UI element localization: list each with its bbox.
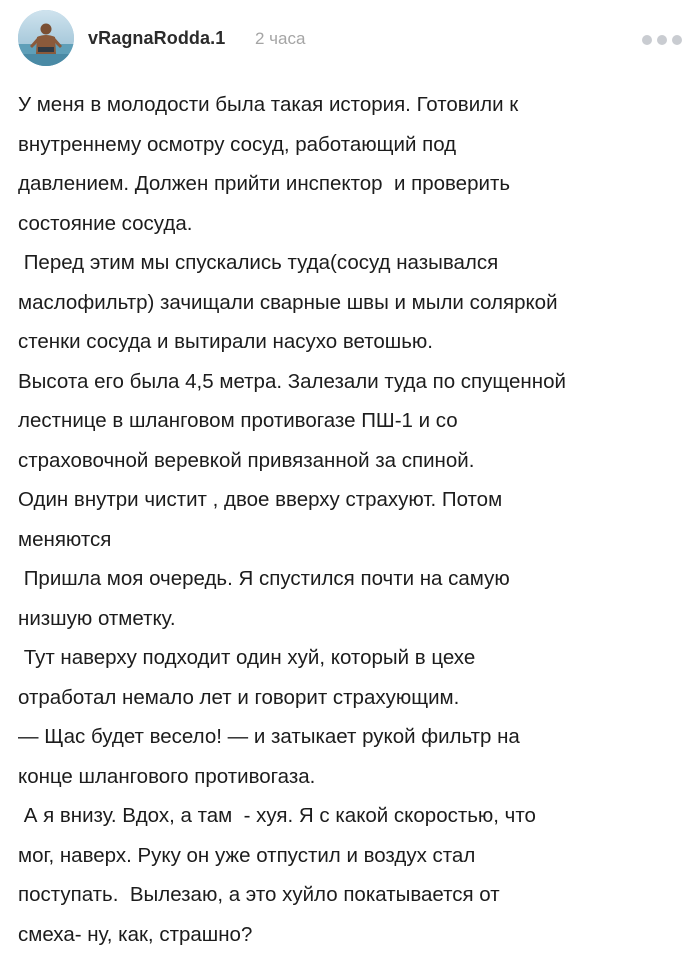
post-text-line: А я внизу. Вдох, а там - хуя. Я с какой скоростью, что — [18, 804, 536, 827]
post-text-line: — Щас будет весело! — и затыкает рукой фильтр на — [18, 725, 520, 748]
post-text-line: У меня в молодости была такая история. Готовили к — [18, 93, 519, 116]
post-text-line: Тут наверху подходит один хуй, который в цехе — [18, 646, 476, 669]
post-text-line: лестнице в шланговом противогазе ПШ-1 и со — [18, 409, 458, 432]
post-body — [18, 85, 688, 954]
more-dot — [672, 35, 682, 45]
author-username[interactable]: vRagnaRodda.1 — [88, 28, 226, 48]
post-header — [18, 10, 682, 68]
post-text-line: стенки сосуда и вытирали насухо ветошью. — [18, 330, 434, 353]
post-text-line: внутреннему осмотру сосуд, работающий под — [18, 132, 457, 156]
post-text-line: поступать. Вылезаю, а это хуйло покатывается от — [18, 883, 500, 906]
post-text-line: Один внутри чистит , двое вверху страхуют. Потом — [18, 488, 503, 511]
post-text-line: маслофильтр) зачищали сварные швы и мыли соляркой — [18, 290, 558, 314]
more-dot — [642, 35, 652, 45]
post-text-line: смеха- ну, как, страшно? — [18, 922, 253, 946]
post-text-line: давлением. Должен прийти инспектор и проверить — [18, 172, 511, 195]
post-text-line: состояние сосуда. — [18, 211, 193, 235]
post-text-line: низшую отметку. — [18, 606, 176, 630]
post-text-line: меняются — [18, 527, 112, 551]
more-horizontal-icon[interactable] — [642, 34, 682, 46]
post-text-line: Высота его была 4,5 метра. Залезали туда по спущенной — [18, 369, 566, 393]
post-text-line: отработал немало лет и говорит страхующим. — [18, 685, 460, 709]
post-text-line: Перед этим мы спускались туда(сосуд назывался — [18, 251, 499, 274]
post-timestamp: 2 часа — [255, 29, 306, 48]
more-dot — [657, 35, 667, 45]
post-text-line: конце шлангового противогаза. — [18, 764, 316, 788]
post-text-line: мог, наверх. Руку он уже отпустил и воздух стал — [18, 843, 476, 867]
avatar[interactable] — [18, 10, 74, 66]
post-text-line: страховочной веревкой привязанной за спиной. — [18, 448, 475, 472]
avatar-photo — [18, 10, 74, 66]
post-text-line: Пришла моя очередь. Я спустился почти на самую — [18, 567, 510, 590]
